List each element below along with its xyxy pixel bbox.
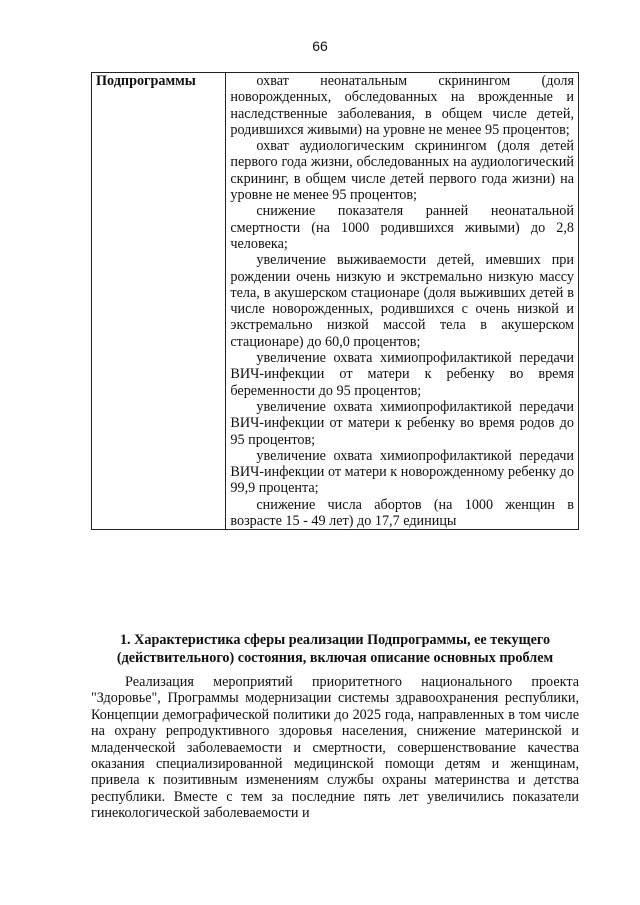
page-number: 66 — [312, 38, 328, 54]
table-content-cell — [226, 73, 579, 530]
section-heading — [91, 632, 579, 667]
section-paragraph: Реализация мероприятий приоритетного национального проекта "Здоровье", Программы модернизации системы здравоохранения республики, Концепции демографической политики до 2025 года, направленных в том числе на охрану репродуктивного здоровья населения, снижение материнской и младенческой заболеваемости и смертности, совершенствование качества оказания специализированной медицинской помощи детям и женщинам, привела к позитивным изменениям службы охраны материнства и детства республики. Вместе с тем за последние пять лет увеличились показатели гинекологической заболеваемости и — [91, 674, 579, 822]
table-row — [92, 73, 579, 530]
target-item: охват аудиологическим скринингом (доля детей первого года жизни, обследованных на аудиологический скрининг, в общем числе детей первого года жизни) на уровне не менее 95 процентов; — [230, 138, 574, 204]
subprogram-table — [91, 72, 579, 530]
target-item: увеличение охвата химиопрофилактикой передачи ВИЧ-инфекции от матери к новорожденному ребенку до 99,9 процента; — [230, 447, 574, 497]
target-item: снижение показателя ранней неонатальной смертности (на 1000 родившихся живыми) до 2,8 человека; — [230, 203, 574, 252]
target-item: охват неонатальным скринингом (доля новорожденных, обследованных на врожденные и наследственные заболевания, в общем числе детей, родившихся живыми) на уровне не менее 95 процентов; — [230, 73, 574, 138]
target-item: снижение числа абортов (на 1000 женщин в возрасте 15 - 49 лет) до 17,7 единицы — [230, 496, 574, 530]
table-label-cell: Подпрограммы — [92, 73, 226, 530]
section-heading-line: 1. Характеристика сферы реализации Подпрограммы, ее текущего — [119, 632, 551, 648]
target-item: увеличение охвата химиопрофилактикой передачи ВИЧ-инфекции от матери к ребенку во время родов до 95 процентов; — [230, 398, 574, 448]
target-item: увеличение охвата химиопрофилактикой передачи ВИЧ-инфекции от матери к ребенку во время беременности до 95 процентов; — [230, 350, 574, 399]
target-item: увеличение выживаемости детей, имевших при рождении очень низкую и экстремально низкую массу тела, в акушерском стационаре (доля выживших детей в числе новорожденных, родившихся с очень низкой и экстремально низкой массой тела в акушерском стационаре) до 60,0 процентов; — [230, 252, 574, 350]
section-heading-line: (действительного) состояния, включая описание основных проблем — [116, 649, 554, 666]
